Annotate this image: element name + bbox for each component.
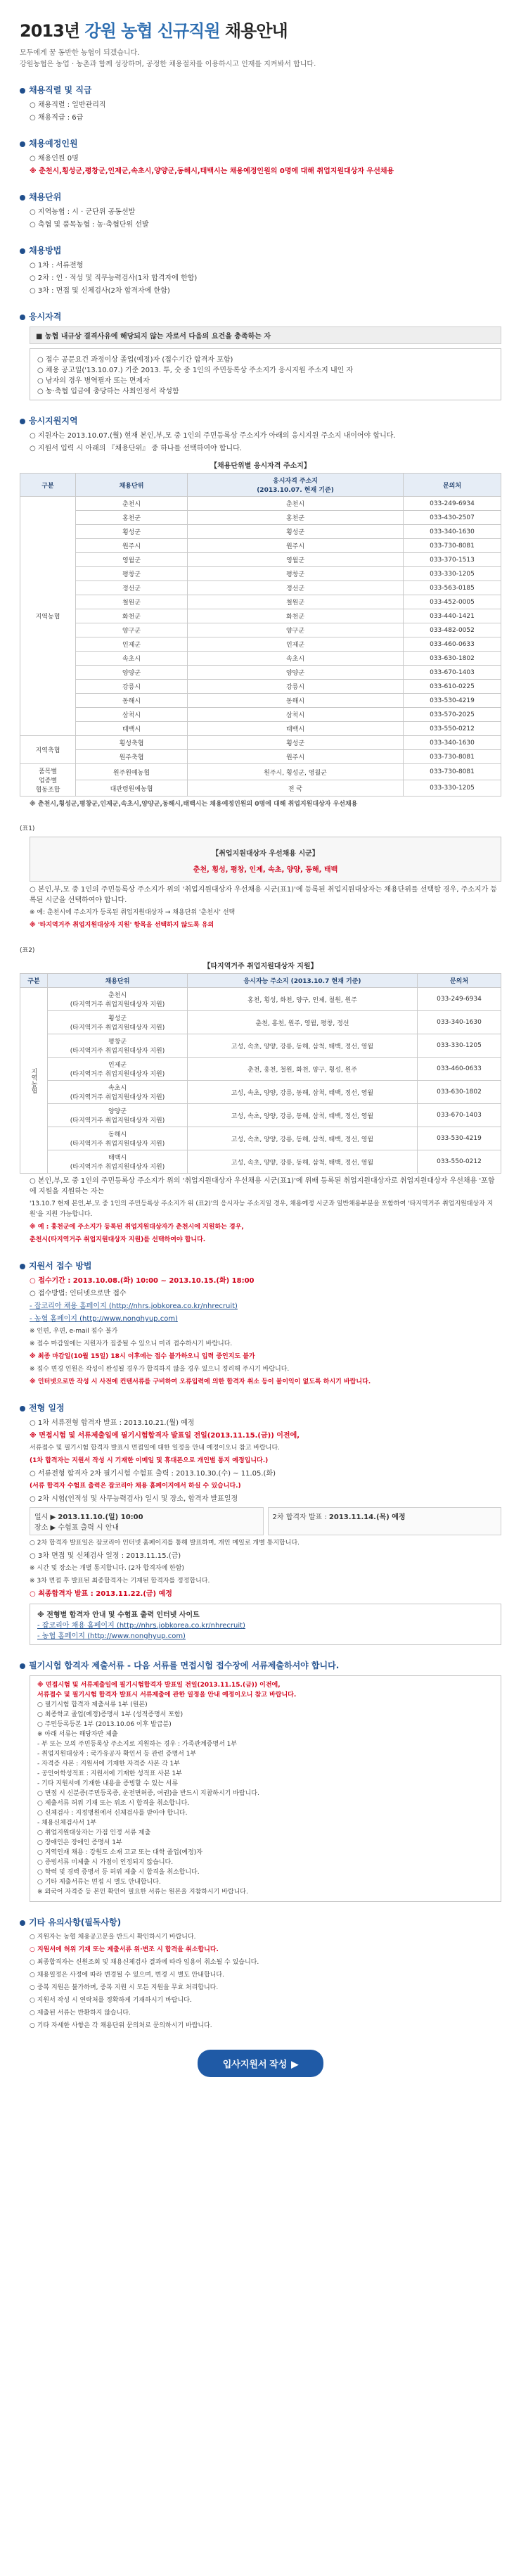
table-row: 태백시 태백시 033-550-0212 <box>20 722 501 736</box>
section-method: 채용방법 ○ 1차 : 서류전형 ○ 2차 : 인 · 적성 및 직무능력검사(1차 합격자에 한함) ○ 3차 : 면접 및 신체검사(2차 합격자에 한함) <box>20 244 501 296</box>
list-item: ○ 중복 지원은 불가하며, 중복 지원 시 모든 지원을 무효 처리합니다. <box>30 1984 219 1991</box>
section-application: 지원서 접수 방법 ○ 접수기간 : 2013.10.08.(화) 10:00 ~ 2013.10.15.(화) 18:00 ○ 접수방법: 인터넷으로만 접수 - 잡코리아 채용 홈페이지 (http://nhrs.jobkorea.co.kr/nhrecruit) - 농협 홈페이지 (http://www.nonghyup.com) ※ 인편, 우편, e-mail 접수 불가 ※ 접수 마감일에는 지원자가 집중될 수 있으니 미리 접수하시기 바랍니다. ※ 최종 마감일(10월 15일) 18시 이후에는 접수 불가하오니 입력 중인지도 불가 ※ 접수 변경 인원은 작성이 완성될 경우가 합격하지 않을 경우 있으니 정리해 주시기 바랍니다. ※ 인터넷으로만 작성 시 사전에 컨텐서류를 구비하여 오류입력에 의한 합격자 취소 등이 불이익이 없도록 하시기 바랍니다. <box>20 1260 501 1388</box>
section-headcount: 채용예정인원 ○ 채용인원 0명 ※ 춘천시,횡성군,평창군,인제군,속초시,양양군,동해시,태백시는 채용예정인원의 0명에 대해 취업지원대상자 우선채용 <box>20 137 501 177</box>
section-eligibility: 응시자격 ■ 농협 내규상 결격사유에 해당되지 않는 자로서 다음의 요건을 충족하는 자 ○ 접수 공문요건 과정이상 졸업(예정)자 (접수기간 합격자 포함) ○ 채용 공고일('13.10.07.) 기준 2013. 투, 숫 중 1인의 주민등록상 주소지가 응시지원 주소지 내인 자 ○ 남자의 경우 병역필자 또는 면제자 ○ 농·축협 입금에 충당하는 사회인정서 작성함 <box>20 310 501 400</box>
bullet-icon <box>20 248 25 254</box>
table-row: 양양군 (타지역거주 취업지원대상자 지원) 고성, 속초, 양양, 강릉, 동해, 삼척, 태백, 정선, 영월 033-670-1403 <box>20 1104 501 1127</box>
list-item: ※ 외국어 자격증 등 본인 확인이 필요한 서류는 원본을 지참하시기 바랍니다. <box>37 1889 248 1896</box>
section-documents: 필기시험 합격자 제출서류 - 다음 서류를 면접시험 접수장에 서류제출하셔야 합니다. ※ 면접시험 및 서류제출일에 필기시험합격자 발표일 전일(2013.11.15.(금)) 이전에, 서류접수 및 필기시험 합격자 발표시 서류제출에 관한 일정을 안내 예정이오니 참고 바랍니다. ○ 필기시험 합격자 제출서류 1부 (원본) ○ 최종학교 졸업(예정)증명서 1부 (성적증명서 포함) ○ 주민등록등본 1부 (2013.10.06 이후 발급분) ※ 아래 서류는 해당자만 제출 - 부 또는 모의 주민등록상 주소지로 지원하는 경우 : 가족관계증명서 1부 - 취업지원대상자 : 국가유공자 확인서 등 관련 증명서 1부 - 자격증 사본 : 지원서에 기재한 자격증 사본 각 1부 - 공인어학성적표 : 지원서에 기재한 성적표 사본 1부 - 기타 지원서에 기재한 내용을 증빙할 수 있는 서류 ○ 면접 시 신분증(주민등록증, 운전면허증, 여권)을 반드시 지참하시기 바랍니다. ○ 제출서류 허위 기재 또는 위조 시 합격을 취소합니다. ○ 신체검사 : 지정병원에서 신체검사를 받아야 합니다. - 채용신체검사서 1부 ○ 취업지원대상자는 가점 인정 서류 제출 ○ 장애인은 장애인 증명서 1부 ○ 지역인재 채용 : 강원도 소재 고교 또는 대학 졸업(예정)자 ○ 증빙서류 미제출 시 가점이 인정되지 않습니다. ○ 학력 및 경력 증명서 등 허위 제출 시 합격을 취소합니다. ○ 기타 제출서류는 면접 시 별도 안내합니다. ※ 외국어 자격증 등 본인 확인이 필요한 서류는 원본을 지참하시기 바랍니다. <box>20 1659 501 1902</box>
eligibility-box: ○ 접수 공문요건 과정이상 졸업(예정)자 (접수기간 합격자 포함) ○ 채용 공고일('13.10.07.) 기준 2013. 투, 숫 중 1인의 주민등록상 주소지가 응시지원 주소지 내인 자 ○ 남자의 경우 병역필자 또는 면제자 ○ 농·축협 입금에 충당하는 사회인정서 작성함 <box>30 348 501 400</box>
section-other-region: (표2) 【타지역거주 취업지원대상자 지원】 구분 채용단위 응시자능 주소지 (2013.10.7 현재 기준) 문의처 지역농협 춘천시 (타지역거주 취업지원대상자 지원) 홍천, 횡성, 화천, 양구, 인제, 철원, 원주 033-249-6934 횡성군 (타지역거주 취업지원대상자 지원) 춘천, 홍천, 원주, 영월, 평창, 정선 033-340-1630 평창군 (타지역거주 취업지원대상자 지원) 고성, 속초, 양양, 강릉, 동해, 삼척, 태백, 정선, 영월 033-330-1205 인제군 (타지역거주 취업지원대상자 지원) 춘천, 홍천, 철원, 화천, 양구, 횡성, 원주 033-460-0633 속초시 (타지역거주 취업지원대상자 지원) 고성, 속초, 양양, 강릉, 동해, 삼척, 태백, 정선, 영월 033-630-1802 양양군 (타지역거주 취업지원대상자 지원) 고성, 속초, 양양, 강릉, 동해, 삼척, 태백, 정선, 영월 033-670-1403 동해시 (타지역거주 취업지원대상자 지원) 고성, 속초, 양양, 강릉, 동해, 삼척, 태백, 정선, 영월 033-530-4219 태백시 (타지역거주 취업지원대상자 지원) 고성, 속초, 양양, 강릉, 동해, 삼척, 태백, 정선, 영월 033-550-0212 ○ 본인,부,모 중 1인의 주민등록상 주소지가 위의 '취업지원대상자 우선채용 시군(표1)'에 위배 등록된 취업지원대상자로 취업지원대상자 우선채용 '포함에 지원을 지원하는 자는 '13.10.7 현재 본인,부,모 중 1인의 주민등록상 주소지가 위 (표2)'의 응시자능 주소지일 경우, 채용예정 시군과 일반채용부분을 포함하여 '타지역거주 취업지원대상자 지원'을 지원 가능합니다. ※ 예 : 홍천군에 주소지가 등록된 취업지원대상자가 춘천시에 지원하는 경우, 춘천시(타지역거주 취업지원대상자 지원)를 선택하여야 합니다. <box>20 945 501 1245</box>
table-row: 양구군 양구군 033-482-0052 <box>20 623 501 637</box>
section-region: 응시지원지역 ○ 지원자는 2013.10.07.(월) 현재 본인,부,모 중 1인의 주민등록상 주소지가 아래의 응시지원 주소지 내이어야 합니다. ○ 지원서 입력 시 아래의 『채용단위』 중 하나를 선택하여야 합니다. 【채용단위별 응시자격 주소지】 구분 채용단위 응시자격 주소지 (2013.10.07. 현재 기준) 문의처 지역농협 춘천시 춘천시 033-249-6934 홍천군 홍천군 033-430-2507 횡성군 횡성군 033-340-1630 원주시 원주시 033-730-8081 영월군 영월군 033-370-1513 평창군 평창군 033-330-1205 정선군 정선군 033-563-0185 철원군 철원군 033-452-0005 화천군 화천군 033-440-1421 양구군 양구군 033-482-0052 인제군 인제군 033-460-0633 속초시 속초시 033-630-1802 양양군 양양군 033-670-1403 강릉시 강릉시 033-610-0225 동해시 동해시 033-530-4219 삼척시 삼척시 033-570-2025 태백시 태백시 033-550-0212 지역축협 횡성축협 횡성군 033-340-1630 원주축협 원주시 033-730-8081 품목별 업종별 협동조합 원주원예농협 원주시, 횡성군, 영월군 033-730-8081 대관령원예농협 전 국 033-330-1205 ※ 춘천시,횡성군,평창군,인제군,속초시,양양군,동해시,태백시는 채용예정인원의 0명에 대해 취업지원대상자 우선채용 <box>20 414 501 809</box>
list-item: ○ 주민등록등본 1부 (2013.10.06 이후 발급분) <box>37 1721 172 1728</box>
list-item: ※ 면접시험 및 서류제출일에 필기시험합격자 발표일 전일(2013.11.15.(금)) 이전에, <box>37 1682 281 1689</box>
table-row: 강릉시 강릉시 033-610-0225 <box>20 680 501 694</box>
section-priority-regions: (표1) 【취업지원대상자 우선채용 시군】 춘천, 횡성, 평창, 인제, 속초, 양양, 동해, 태백 ○ 본인,부,모 중 1인의 주민등록상 주소지가 위의 '취업지원대상자 우선채용 시군(표1)'에 등록된 취업지원대상자는 채용단위를 선택할 경우, 주소지가 등록된 시군을 선택하여야 합니다. ※ 예: 춘천시에 주소지가 등록된 취업지원대상자 → 채용단위 '춘천시' 선택 ※ '타지역거주 취업지원대상자 지원' 항목을 선택하지 않도록 유의 <box>20 823 501 931</box>
bullet-icon <box>20 88 25 94</box>
jobkorea-link[interactable]: - 잡코리아 채용 홈페이지 (http://nhrs.jobkorea.co.kr/nhrecruit) <box>30 1302 238 1310</box>
documents-box <box>30 1675 501 1902</box>
list-item: ○ 지역인재 채용 : 강원도 소재 고교 또는 대학 졸업(예정)자 <box>37 1849 202 1856</box>
page-title: 2013년 강원 농협 신규직원 채용안내 <box>20 21 288 41</box>
list-item: 서류접수 및 필기시험 합격자 발표시 서류제출에 관한 일정을 안내 예정이오니 참고 바랍니다. <box>37 1692 297 1699</box>
apply-button[interactable]: 입사지원서 작성 ▶ <box>198 2050 324 2077</box>
list-item: ※ 아래 서류는 해당자만 제출 <box>37 1731 118 1738</box>
list-item: - 채용신체검사서 1부 <box>37 1820 97 1827</box>
table-row: 홍천군 홍천군 033-430-2507 <box>20 511 501 525</box>
table-row: 횡성군 횡성군 033-340-1630 <box>20 525 501 539</box>
other-region-table: 구분 채용단위 응시자능 주소지 (2013.10.7 현재 기준) 문의처 지역농협 춘천시 (타지역거주 취업지원대상자 지원) 홍천, 횡성, 화천, 양구, 인제, 철원, 원주 033-249-6934 횡성군 (타지역거주 취업지원대상자 지원) 춘천, 홍천, 원주, 영월, 평창, 정선 033-340-1630 평창군 (타지역거주 취업지원대상자 지원) 고성, 속초, 양양, 강릉, 동해, 삼척, 태백, 정선, 영월 033-330-1205 인제군 (타지역거주 취업지원대상자 지원) 춘천, 홍천, 철원, 화천, 양구, 횡성, 원주 033-460-0633 속초시 (타지역거주 취업지원대상자 지원) 고성, 속초, 양양, 강릉, 동해, 삼척, 태백, 정선, 영월 033-630-1802 양양군 (타지역거주 취업지원대상자 지원) 고성, 속초, 양양, 강릉, 동해, 삼척, 태백, 정선, 영월 033-670-1403 동해시 (타지역거주 취업지원대상자 지원) 고성, 속초, 양양, 강릉, 동해, 삼척, 태백, 정선, 영월 033-530-4219 태백시 (타지역거주 취업지원대상자 지원) 고성, 속초, 양양, 강릉, 동해, 삼척, 태백, 정선, 영월 033-550-0212 <box>20 973 501 1174</box>
list-item: ○ 신체검사 : 지정병원에서 신체검사를 받아야 합니다. <box>37 1810 188 1817</box>
lead-text: 모두에게 꿈 동반한 농협이 되겠습니다. 강원농협은 농업 · 농촌과 함께 성장하며, 공정한 채용절차를 이용하시고 인재를 지켜봐서 합니다. <box>20 49 316 68</box>
table-row: 동해시 동해시 033-530-4219 <box>20 694 501 708</box>
list-item: ○ 장애인은 장애인 증명서 1부 <box>37 1839 122 1846</box>
table-row: 대관령원예농협 전 국 033-330-1205 <box>20 780 501 797</box>
table-row: 횡성군 (타지역거주 취업지원대상자 지원) 춘천, 홍천, 원주, 영월, 평창, 정선 033-340-1630 <box>20 1011 501 1034</box>
table-row: 태백시 (타지역거주 취업지원대상자 지원) 고성, 속초, 양양, 강릉, 동해, 삼척, 태백, 정선, 영월 033-550-0212 <box>20 1150 501 1174</box>
table-row: 지역농협 춘천시 춘천시 033-249-6934 <box>20 497 501 511</box>
table-row: 삼척시 삼척시 033-570-2025 <box>20 708 501 722</box>
region-table: 구분 채용단위 응시자격 주소지 (2013.10.07. 현재 기준) 문의처 지역농협 춘천시 춘천시 033-249-6934 홍천군 홍천군 033-430-2507 횡성군 횡성군 033-340-1630 원주시 원주시 033-730-8081 영월군 영월군 033-370-1513 평창군 평창군 033-330-1205 정선군 정선군 033-563-0185 철원군 철원군 033-452-0005 화천군 화천군 033-440-1421 양구군 양구군 033-482-0052 인제군 인제군 033-460-0633 속초시 속초시 033-630-1802 양양군 양양군 033-670-1403 강릉시 강릉시 033-610-0225 동해시 동해시 033-530-4219 삼척시 삼척시 033-570-2025 태백시 태백시 033-550-0212 지역축협 횡성축협 횡성군 033-340-1630 원주축협 원주시 033-730-8081 품목별 업종별 협동조합 원주원예농협 원주시, 횡성군, 영월군 033-730-8081 대관령원예농협 전 국 033-330-1205 <box>20 473 501 797</box>
table-row: 인제군 인제군 033-460-0633 <box>20 637 501 652</box>
list-item: ○ 증빙서류 미제출 시 가점이 인정되지 않습니다. <box>37 1859 174 1866</box>
jobkorea-result-link[interactable]: - 잡코리아 채용 홈페이지 (http://nhrs.jobkorea.co.kr/nhrecruit) <box>37 1622 245 1630</box>
table-row: 원주축협 원주시 033-730-8081 <box>20 750 501 764</box>
section-job-grade: 채용직렬 및 직급 ○ 채용직렬 : 일반관리직 ○ 채용직급 : 6급 <box>20 84 501 123</box>
list-item: ○ 제출서류 허위 기재 또는 위조 시 합격을 취소합니다. <box>37 1800 190 1807</box>
table-row: 영월군 영월군 033-370-1513 <box>20 553 501 567</box>
list-item: ○ 지원서에 허위 기재 또는 제출서류 위·변조 시 합격을 취소합니다. <box>30 1946 219 1953</box>
section-unit: 채용단위 ○ 지역농협 : 시 · 군단위 공동선발 ○ 축협 및 품목농협 : 농·축협단위 선발 <box>20 191 501 230</box>
bullet-icon <box>20 315 25 320</box>
nonghyup-link[interactable]: - 농협 홈페이지 (http://www.nonghyup.com) <box>30 1315 178 1323</box>
nonghyup-result-link[interactable]: - 농협 홈페이지 (http://www.nonghyup.com) <box>37 1632 186 1640</box>
bullet-icon <box>20 141 25 147</box>
section-notice: 기타 유의사항(필독사항) ○ 지원자는 농협 채용공고문을 반드시 확인하시기 바랍니다. ○ 지원서에 허위 기재 또는 제출서류 위·변조 시 합격을 취소합니다. ○ 최종합격자는 신원조회 및 채용신체검사 결과에 따라 임용이 취소될 수 있습니다. ○ 채용일정은 사정에 따라 변경될 수 있으며, 변경 시 별도 안내합니다. ○ 중복 지원은 불가하며, 중복 지원 시 모든 지원을 무효 처리합니다. ○ 지원서 작성 시 연락처를 정확하게 기재하시기 바랍니다. ○ 제출된 서류는 반환하지 않습니다. ○ 기타 자세한 사항은 각 채용단위 문의처로 문의하시기 바랍니다. <box>20 1916 501 2031</box>
list-item: - 부 또는 모의 주민등록상 주소지로 지원하는 경우 : 가족관계증명서 1부 <box>37 1741 238 1748</box>
bullet-icon <box>20 195 25 201</box>
list-item: ○ 제출된 서류는 반환하지 않습니다. <box>30 2010 131 2017</box>
list-item: ○ 기타 제출서류는 면접 시 별도 안내합니다. <box>37 1879 161 1886</box>
bullet-icon <box>20 1920 25 1926</box>
bullet-icon <box>20 419 25 424</box>
table-row: 속초시 (타지역거주 취업지원대상자 지원) 고성, 속초, 양양, 강릉, 동해, 삼척, 태백, 정선, 영월 033-630-1802 <box>20 1081 501 1104</box>
list-item: - 취업지원대상자 : 국가유공자 확인서 등 관련 증명서 1부 <box>37 1751 197 1758</box>
table-row: 정선군 정선군 033-563-0185 <box>20 581 501 595</box>
section-schedule: 전형 일정 ○ 1차 서류전형 합격자 발표 : 2013.10.21.(월) 예정 ※ 면접시험 및 서류제출일에 필기시험합격자 발표일 전일(2013.11.15.(금)) 이전에, 서류접수 및 필기시험 합격자 발표시 면접일에 대한 일정을 안내 예정이오니 참고 바랍니다. (1차 합격자는 지원서 작성 시 기재한 이메일 및 휴대폰으로 개인별 통지 예정입니다.) ○ 서류전형 합격자 2차 필기시험 수험표 출력 : 2013.10.30.(수) ~ 11.05.(화) (서류 합격자 수험표 출력은 잡코리아 채용 홈페이지에서 하실 수 있습니다.) ○ 2차 시험(인적성 및 사무능력검사) 일시 및 장소, 합격자 발표일정 일시 ▶ 2013.11.10.(일) 10:00 장소 ▶ 수험표 출력 시 안내 2차 합격자 발표 : 2013.11.14.(목) 예정 ○ 2차 합격자 발표일은 잡코리아 인터넷 홈페이지를 통해 발표하며, 개인 메일로 개별 통지합니다. ○ 3차 면접 및 신체검사 일정 : 2013.11.15.(금) ※ 시간 및 장소는 개별 통지합니다. (2차 합격자에 한함) ※ 3차 면접 후 발표된 최종합격자는 기재된 합격자를 정정합니다. ○ 최종합격자 발표 : 2013.11.22.(금) 예정 ※ 전형별 합격자 안내 및 수험표 출력 인터넷 사이트 - 잡코리아 채용 홈페이지 (http://nhrs.jobkorea.co.kr/nhrecruit) - 농협 홈페이지 (http://www.nonghyup.com) <box>20 1402 501 1645</box>
list-item: ○ 취업지원대상자는 가점 인정 서류 제출 <box>37 1829 151 1836</box>
bullet-icon <box>20 1406 25 1411</box>
table-row: 품목별 업종별 협동조합 원주원예농협 원주시, 횡성군, 영월군 033-730-8081 <box>20 764 501 780</box>
result-sites-box: ※ 전형별 합격자 안내 및 수험표 출력 인터넷 사이트 - 잡코리아 채용 홈페이지 (http://nhrs.jobkorea.co.kr/nhrecruit) - 농협 홈페이지 (http://www.nonghyup.com) <box>30 1604 501 1645</box>
table-row: 평창군 (타지역거주 취업지원대상자 지원) 고성, 속초, 양양, 강릉, 동해, 삼척, 태백, 정선, 영월 033-330-1205 <box>20 1034 501 1058</box>
table-row: 원주시 원주시 033-730-8081 <box>20 539 501 553</box>
list-item: - 자격증 사본 : 지원서에 기재한 자격증 사본 각 1부 <box>37 1760 180 1768</box>
arrow-right-icon: ▶ <box>291 2059 299 2069</box>
list-item: - 공인어학성적표 : 지원서에 기재한 성적표 사본 1부 <box>37 1770 182 1777</box>
list-item: ○ 면접 시 신분증(주민등록증, 운전면허증, 여권)을 반드시 지참하시기 바랍니다. <box>37 1790 259 1797</box>
list-item: ○ 필기시험 합격자 제출서류 1부 (원본) <box>37 1701 148 1708</box>
bullet-icon <box>20 1264 25 1269</box>
list-item: ○ 학력 및 경력 증명서 등 허위 제출 시 합격을 취소합니다. <box>37 1869 200 1876</box>
table-row: 철원군 철원군 033-452-0005 <box>20 595 501 609</box>
list-item: - 기타 지원서에 기재한 내용을 증빙할 수 있는 서류 <box>37 1780 179 1787</box>
list-item: ○ 최종학교 졸업(예정)증명서 1부 (성적증명서 포함) <box>37 1711 184 1718</box>
table-row: 인제군 (타지역거주 취업지원대상자 지원) 춘천, 홍천, 철원, 화천, 양구, 횡성, 원주 033-460-0633 <box>20 1058 501 1081</box>
list-item: ○ 지원서 작성 시 연락처를 정확하게 기재하시기 바랍니다. <box>30 1997 192 2004</box>
list-item: ○ 지원자는 농협 채용공고문을 반드시 확인하시기 바랍니다. <box>30 1934 196 1941</box>
table-row: 지역축협 횡성축협 횡성군 033-340-1630 <box>20 736 501 750</box>
bullet-icon <box>20 1663 25 1669</box>
priority-box: 【취업지원대상자 우선채용 시군】 춘천, 횡성, 평창, 인제, 속초, 양양, 동해, 태백 <box>30 837 501 882</box>
test-schedule-grid: 일시 ▶ 2013.11.10.(일) 10:00 장소 ▶ 수험표 출력 시 안내 2차 합격자 발표 : 2013.11.14.(목) 예정 <box>30 1507 501 1535</box>
list-item: ○ 최종합격자는 신원조회 및 채용신체검사 결과에 따라 임용이 취소될 수 있습니다. <box>30 1959 259 1966</box>
list-item: ○ 채용일정은 사정에 따라 변경될 수 있으며, 변경 시 별도 안내합니다. <box>30 1972 224 1979</box>
table-row: 양양군 양양군 033-670-1403 <box>20 666 501 680</box>
table-row: 동해시 (타지역거주 취업지원대상자 지원) 고성, 속초, 양양, 강릉, 동해, 삼척, 태백, 정선, 영월 033-530-4219 <box>20 1127 501 1150</box>
table-row: 속초시 속초시 033-630-1802 <box>20 652 501 666</box>
table-row: 화천군 화천군 033-440-1421 <box>20 609 501 623</box>
table-row: 평창군 평창군 033-330-1205 <box>20 567 501 581</box>
table-row: 지역농협 춘천시 (타지역거주 취업지원대상자 지원) 홍천, 횡성, 화천, 양구, 인제, 철원, 원주 033-249-6934 <box>20 988 501 1011</box>
list-item: ○ 기타 자세한 사항은 각 채용단위 문의처로 문의하시기 바랍니다. <box>30 2022 212 2029</box>
